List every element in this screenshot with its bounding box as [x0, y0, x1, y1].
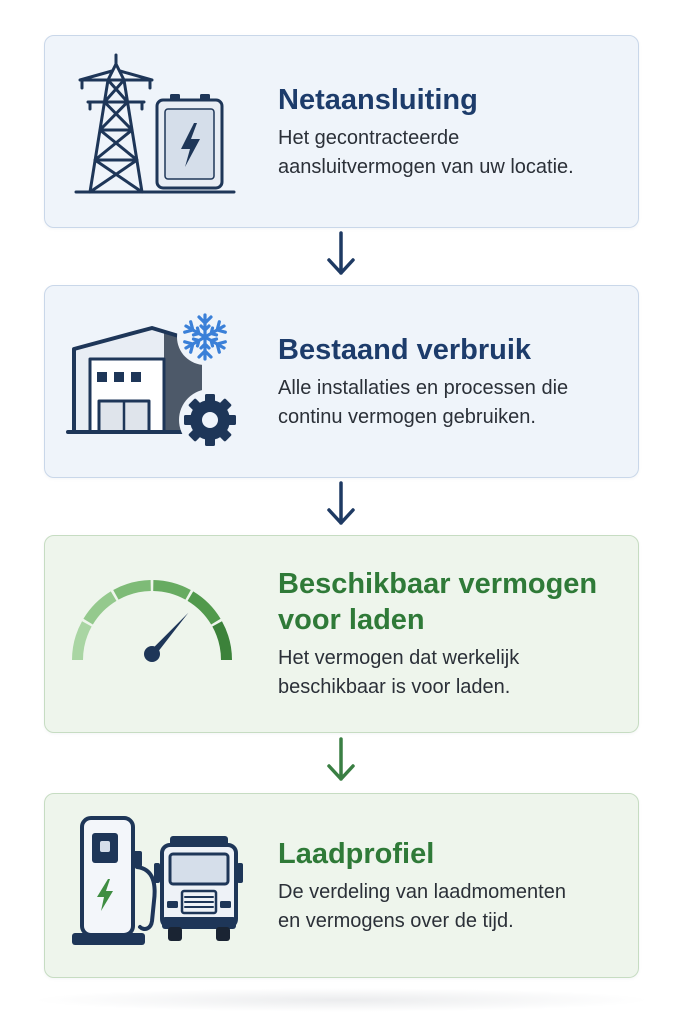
step-title: [278, 566, 624, 638]
gauge-segment: [153, 585, 188, 594]
step-description-line: Alle installaties en processen die: [278, 376, 569, 399]
gauge-segment: [190, 596, 215, 621]
step-title-line: Netaansluiting: [278, 83, 478, 116]
step-title: [278, 332, 624, 368]
step-description: [278, 124, 624, 182]
gauge-hub: [144, 646, 160, 662]
factory-cooling-icon: [44, 285, 274, 478]
step-card-grid-connection: [44, 35, 639, 228]
step-title-line: Bestaand verbruik: [278, 333, 532, 366]
arrow-down-icon: [325, 737, 357, 783]
truck-icon: [154, 836, 243, 941]
step-description-line: Het vermogen dat werkelijk: [278, 647, 520, 669]
step-title-line: Laadprofiel: [278, 837, 435, 870]
gauge-segment: [217, 623, 226, 659]
step-text: [278, 286, 624, 477]
step-description-line: beschikbaar is voor laden.: [278, 676, 511, 698]
gauge-segment: [115, 585, 150, 594]
step-description-line: en vermogens over de tijd.: [278, 909, 514, 932]
step-description-line: continu vermogen gebruiken.: [278, 405, 536, 428]
step-description: [278, 644, 624, 702]
step-text: [278, 794, 624, 977]
arrow-down-icon: [325, 231, 357, 277]
gauge-icon: [44, 535, 274, 733]
power-grid-icon: [44, 35, 274, 228]
gauge-segment: [88, 596, 113, 621]
step-title: [278, 82, 624, 118]
step-title: [278, 836, 624, 872]
step-title-line: voor laden: [278, 604, 425, 636]
step-card-available-capacity: [44, 535, 639, 733]
arrow-down-icon: [325, 481, 357, 527]
step-text: [278, 536, 624, 732]
step-description: [278, 878, 624, 936]
transmission-tower-icon: [80, 55, 152, 192]
step-description-line: aansluitvermogen van uw locatie.: [278, 155, 574, 178]
charging-station-icon: [72, 818, 155, 945]
ev-charger-truck-icon: [44, 793, 274, 978]
page-shadow: [30, 988, 653, 1012]
transformer-cabinet-icon: [157, 94, 222, 188]
step-card-existing-consumption: [44, 285, 639, 478]
step-description-line: Het gecontracteerde: [278, 126, 460, 149]
step-text: [278, 36, 624, 227]
step-description: [278, 374, 624, 432]
step-title-line: Beschikbaar vermogen: [278, 568, 598, 600]
step-card-charging-profile: [44, 793, 639, 978]
gauge-segment: [77, 623, 86, 659]
step-description-line: De verdeling van laadmomenten: [278, 880, 566, 903]
gear-icon: [184, 394, 236, 446]
